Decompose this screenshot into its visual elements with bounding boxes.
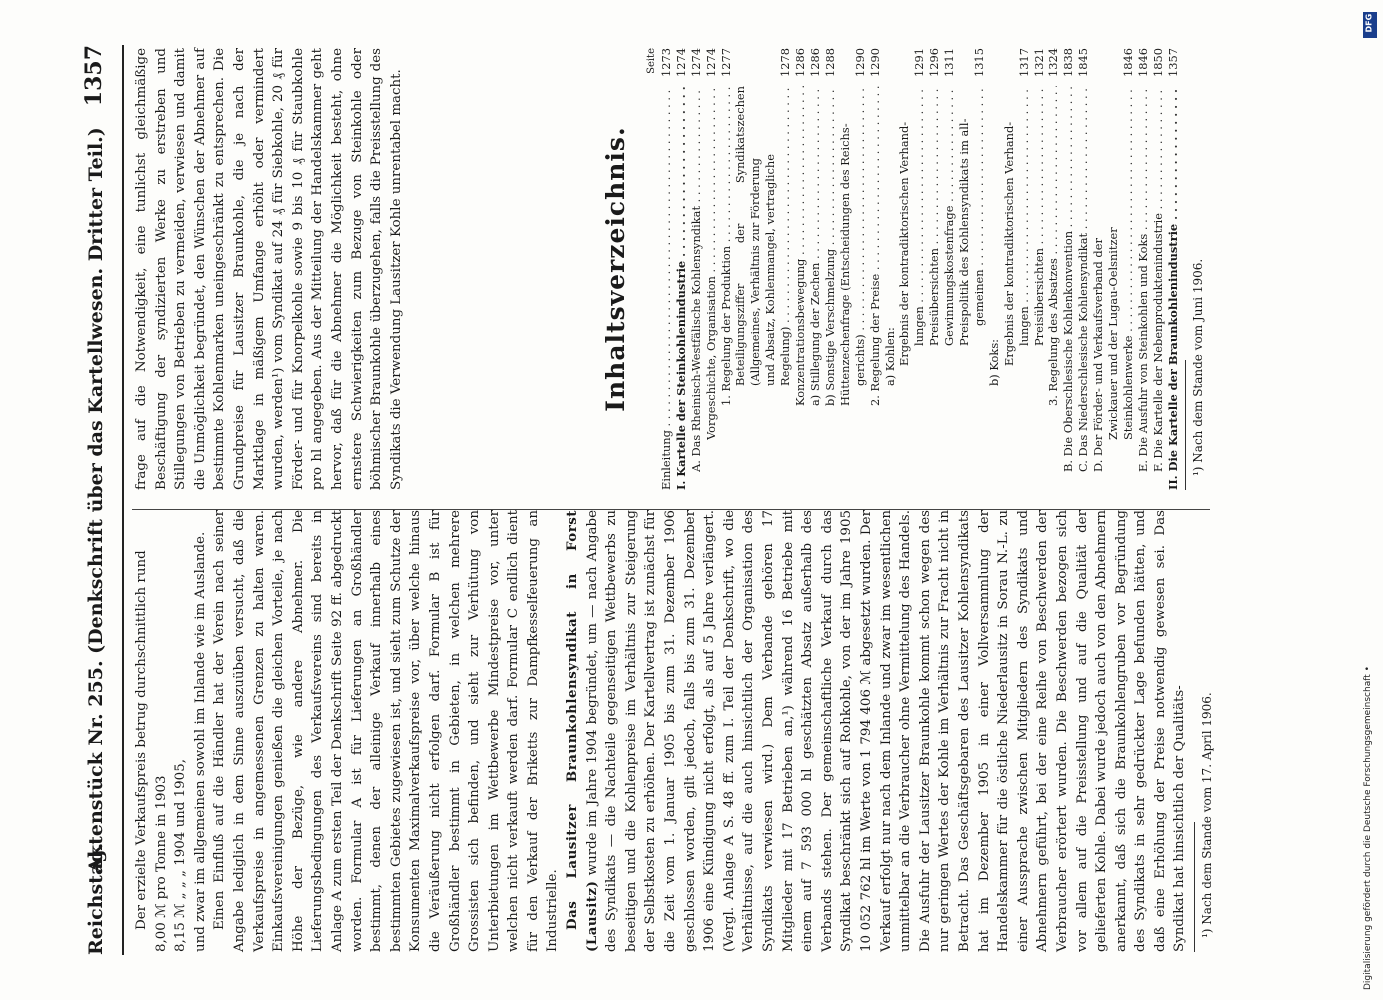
toc-entry-page: 1315 (971, 48, 986, 77)
toc-entry-text: A. Das Rheinisch-Westfälische Kohlensyndikat . . . (689, 86, 704, 472)
toc-entry (719, 48, 734, 490)
left-footnote: ¹) Nach dem Stande vom 17. April 1906. (1200, 692, 1215, 938)
toc-entry (1136, 48, 1151, 490)
toc-entry-page: 1277 (718, 48, 733, 77)
table-of-contents (659, 48, 1181, 490)
price-line-1: 8,00 ℳ pro Tonne in 1903 (153, 775, 169, 952)
toc-entry (1076, 48, 1091, 490)
toc-entry-text: Regelung) . . . (778, 86, 793, 386)
header-center: Aktenstück Nr. 255. (Denkschrift über das Kartellwesen. Dritter Teil.) (85, 127, 107, 873)
toc-entry-text: B. Die Oberschlesische Kohlenkonvention . . . (1061, 86, 1076, 472)
toc-entry-text: F. Die Kartelle der Nebenproduktenindustrie . . . (1151, 86, 1166, 472)
toc-entry-page: 1846 (1121, 48, 1135, 77)
left-paragraph-4 (563, 510, 1190, 952)
toc-entry-text: D. Der Förder- und Verkaufsverband der (1091, 238, 1106, 472)
toc-entry (1061, 48, 1076, 490)
page-header (75, 45, 115, 955)
toc-entry-page: 1286 (807, 48, 822, 77)
toc-entry (957, 48, 972, 490)
toc-entry-page: 1291 (912, 48, 927, 77)
toc-entry-text: 3. Regelung des Absatzes . . . (1046, 86, 1061, 406)
toc-entry (763, 48, 778, 490)
toc-entry-text: II. Die Kartelle der Braunkohlenindustrie . . . (1166, 86, 1181, 490)
toc-entry (1121, 48, 1136, 490)
toc-entry-page: 1290 (852, 48, 867, 77)
toc-entry (1166, 48, 1181, 490)
toc-entry (897, 48, 912, 490)
column-divider (132, 509, 1210, 510)
toc-entry-text: und Absatz, Kohlenmangel, vertragliche (763, 154, 778, 386)
toc-entry (1151, 48, 1166, 490)
toc-entry (1106, 48, 1121, 490)
toc-entry-page: 1290 (867, 48, 882, 77)
toc-entry (1046, 48, 1061, 490)
toc-entry-text: Einleitung . . . (659, 86, 674, 490)
toc-entry-text: 1. Regelung der Produktion . . . (719, 86, 734, 406)
page-number: 1357 (81, 45, 107, 107)
toc-entry-text: gerichts) . . . (853, 86, 868, 386)
toc-entry-page: 1321 (1031, 48, 1046, 77)
toc-entry-page: 1838 (1061, 48, 1076, 77)
toc-entry-page: 1845 (1076, 48, 1091, 77)
toc-entry-page (883, 48, 898, 86)
toc-entry (912, 48, 927, 490)
toc-entry (853, 48, 868, 490)
toc-entry-page: 1324 (1046, 48, 1061, 77)
toc-entry-page (957, 48, 972, 86)
toc-entry-text: gemeinen . . . (972, 86, 987, 326)
toc-entry-page (763, 48, 778, 86)
toc-entry-text: Ergebnis der kontradiktorischen Verhand- (1001, 121, 1016, 366)
toc-entry (689, 48, 704, 490)
toc-entry-page (838, 48, 853, 86)
toc-entry-page: 1317 (1016, 48, 1031, 77)
dfg-logo (1363, 12, 1377, 38)
left-paragraph-4-text: wurde im Jahre 1904 begründet, um — nach Angabe des Syndikats — die Nachteile gegenseitigen Wettbewerbs zu beseitigen und die Kohlenpreise im Verhältnis zur Steigerung der Selbstkosten zu erhöhen. Der Kartellvertrag ist zunächst für die Zeit vom 1. Januar 1905 bis zum 31. Dezember 1906 geschlossen worden, gilt jedoch, falls bis zum 31. Dezember 1906 eine Kündigung nicht erfolgt, als auf 5 Jahre verlängert. (Vergl. Anlage A S. 48 ff. zum I. Teil der Denkschrift, wo die Verhältnisse, auf die auch hinsichtlich der Organisation des Syndikats verwiesen wird.) Dem Verbande gehören 17 Mitglieder mit 17 Betrieben an,¹) während 16 Betriebe mit einem auf 7 593 000 hl geschätzten Absatz außerhalb des Verbands stehen. Der gemeinschaftliche Verkauf durch das Syndikat beschränkt sich auf Rohkohle, von der im Jahre 1905 10 052 762 hl im Werte von 1 794 406 ℳ abgesetzt wurden. Der Verkauf erfolgt nur nach dem Inlande und zwar im wesentlichen unmittelbar an die Verbraucher ohne Vermittelung des Handels. Die Ausfuhr der Lausitzer Braunkohle kommt schon wegen des nur geringen Wertes der Kohle im Verhältnis zur Fracht nicht in Betracht. Das Geschäftsgebaren des Lausitzer Kohlensyndikats hat im Dezember 1905 in einer Vollversammlung der Handelskammer für die östliche Niederlausitz in Sorau N.-L. zu einer Aussprache zwischen Mitgliedern des Syndikats und Abnehmern geführt, bei der eine Reihe von Beschwerden der Verbraucher erörtert wurden. Die Beschwerden bezogen sich vor allem auf die Preisstellung und auf die Qualität der gelieferten Kohle. Dabei wurde jedoch auch von den Abnehmern anerkannt, daß sich die Braunkohlengruben vor Begründung des Syndikats in sehr gedrückter Lage befunden hätten, und daß eine Erhöhung der Preise notwendig gewesen sei. Das Syndikat hat hinsichtlich der Qualitäts- (584, 510, 1188, 952)
credit-text: Digitalisierung gefördert durch die Deutsche Forschungsgemeinschaft • (1363, 666, 1373, 990)
toc-entry (674, 48, 689, 490)
toc-entry (987, 48, 1002, 490)
toc-entry-page: 1288 (822, 48, 837, 77)
header-left: Reichstag. (85, 842, 107, 955)
toc-entry-text: Steinkohlenwerke . . . (1121, 86, 1136, 440)
toc-entry-text: 2. Regelung der Preise . . . (868, 86, 883, 406)
toc-entry-text: Gewinnungskostenfrage . . . (942, 86, 957, 346)
toc-entry (927, 48, 942, 490)
toc-entry (823, 48, 838, 490)
toc-entry-page: 1286 (793, 48, 808, 77)
right-paragraph-1: frage auf die Notwendigkeit, eine tunlichst gleichmäßige Beschäftigung der syndizierten Werke zu erstreben und Stillegungen von Betrieben zu vermeiden, verwiesen und damit die Unmöglichkeit begründet, den Wünschen der Abnehmer auf bestimmte Kohlenmarken uneingeschränkt zu entsprechen. Die Grundpreise für Lausitzer Braunkohle, die je nach der Marktlage in mäßigem Umfange erhöht oder vermindert wurden, werden¹) vom Syndikat auf 24 ₰ für Siebkohle, 20 ₰ für Förder- und für Knorpelkohle sowie 9 bis 10 ₰ für Staubkohle pro hl angegeben. Aus der Mitteilung der Handelskammer geht hervor, daß für die Abnehmer die Möglichkeit besteht, ohne ernstere Schwierigkeiten zum Bezuge von Steinkohle oder böhmischer Braunkohle überzugehen, falls die Preisstellung des Syndikats die Verwendung Lausitzer Kohle unrentabel macht. (134, 48, 404, 490)
toc-entry-text: Beteiligungsziffer der Syndikatszechen (Allgemeines, Verhältnis zur Förderung (733, 86, 763, 386)
toc-entry-text: Vorgeschichte, Organisation . . . (704, 86, 719, 440)
toc-entry (868, 48, 883, 490)
right-footnote: ¹) Nach dem Stande vom Juni 1906. (1190, 258, 1205, 476)
toc-entry (808, 48, 823, 490)
credit-strip (1358, 10, 1378, 990)
toc-entry (1032, 48, 1047, 490)
toc-entry-page (897, 48, 912, 86)
syndicate-heading: Das Lausitzer Braunkohlensyndikat in Forst (Lausitz) (564, 510, 600, 952)
toc-entry-page: 1274 (673, 48, 688, 77)
toc-entry-page (733, 48, 763, 86)
toc-entry-text: E. Die Ausfuhr von Steinkohlen und Koks . . . (1136, 86, 1151, 472)
right-column (132, 48, 1212, 490)
toc-entry (972, 48, 987, 490)
toc-entry-page: 1357 (1165, 48, 1180, 77)
toc-entry-page (1106, 48, 1121, 86)
toc-entry (733, 48, 763, 490)
left-paragraph-2: und zwar im allgemeinen sowohl im Inlande wie im Auslande. (192, 531, 208, 952)
left-paragraph-3: Einen Einfluß auf die Händler hat der Verein nach seiner Angabe lediglich in dem Sinne auszuüben versucht, daß die Verkaufspreise in angemessenen Grenzen zu halten waren. Einkaufsvereinigungen genießen die gleichen Vorteile, je nach Höhe der Bezüge, wie andere Abnehmer. Die Lieferungsbedingungen des Verkaufsvereins sind bereits in Anlage A zum ersten Teil der Denkschrift Seite 92 ff. abgedruckt worden. Formular A ist für Lieferungen an Großhändler bestimmt, denen der alleinige Verkauf innerhalb eines bestimmten Gebietes zugewiesen ist, und sieht zum Schutze der Konsumenten Maximalverkaufspreise vor, über welche hinaus die Veräußerung nicht erfolgen darf. Formular B ist für Großhändler bestimmt in Gebieten, in welchen mehrere Grossisten sich befinden, und sieht zur Verhütung von Unterbietungen im Wettbewerbe Mindestpreise vor, unter welchen nicht verkauft werden darf. Formular C endlich dient für den Verkauf der Briketts zur Dampfkesselfeuerung an Industrielle. (212, 510, 561, 952)
toc-entry-page (1091, 48, 1106, 86)
toc-entry-text: C. Das Niederschlesische Kohlensyndikat . . . (1076, 86, 1091, 472)
footnote-rule (1185, 360, 1186, 490)
left-paragraph-1: Der erzielte Verkaufspreis betrug durchschnittlich rund (134, 550, 149, 930)
toc-entry (659, 48, 674, 490)
header-rule (122, 45, 124, 955)
toc-entry-text: lungen . . . (912, 86, 927, 346)
toc-title: Inhaltsverzeichnis. (601, 126, 631, 412)
toc-entry (778, 48, 793, 490)
toc-entry-page: 1274 (703, 48, 718, 77)
toc-entry-text: a) Stillegung der Zechen . . . (808, 86, 823, 406)
toc-entry-text: Ergebnis der kontradiktorischen Verhand- (897, 121, 912, 366)
toc-entry-page: 1274 (688, 48, 703, 77)
toc-entry-text: Preisübersichten . . . (1032, 86, 1047, 346)
toc-entry (838, 48, 853, 490)
toc-entry-text: b) Sonstige Verschmelzung . . . (823, 86, 838, 406)
toc-entry (704, 48, 719, 490)
toc-entry-page: 1296 (927, 48, 942, 77)
toc-entry-text: Konzentrationsbewegung . . . (793, 86, 808, 406)
toc-entry (883, 48, 898, 490)
toc-entry (1017, 48, 1032, 490)
toc-entry-text: I. Kartelle der Steinkohlenindustrie . . . (674, 86, 689, 490)
toc-entry-text: a) Kohlen: (882, 327, 897, 386)
toc-entry-text: lungen . . . (1017, 86, 1032, 346)
toc-entry-page: 1278 (778, 48, 793, 77)
toc-entry-page (987, 48, 1002, 86)
toc-entry-text: b) Koks: (986, 338, 1001, 386)
footnote-rule (1194, 822, 1195, 952)
toc-entry-text: Zwickauer und der Lugau-Oelsnitzer (1106, 227, 1121, 440)
toc-entry-text: Hüttenzechenfrage (Entscheidungen des Reichs- (837, 123, 852, 406)
toc-entry-text: Preispolitik des Kohlensyndikats im all- (957, 118, 972, 346)
toc-entry (1002, 48, 1017, 490)
toc-entry-page: 1850 (1150, 48, 1165, 77)
toc-entry (793, 48, 808, 490)
price-line-2: 8,15 ℳ „ „ „ 1904 und 1905, (173, 759, 189, 952)
toc-entry-page: 1846 (1135, 48, 1150, 77)
dfg-logo-text: DFG (1364, 13, 1374, 33)
toc-entry-page: 1311 (942, 48, 957, 77)
toc-entry-page: 1273 (658, 48, 673, 77)
toc-entry-text: Preisübersichten . . . (927, 86, 942, 346)
toc-seite-label: Seite (645, 48, 657, 74)
left-column (132, 510, 1215, 952)
toc-entry (942, 48, 957, 490)
toc-entry (1091, 48, 1106, 490)
toc-entry-page (1002, 48, 1017, 86)
